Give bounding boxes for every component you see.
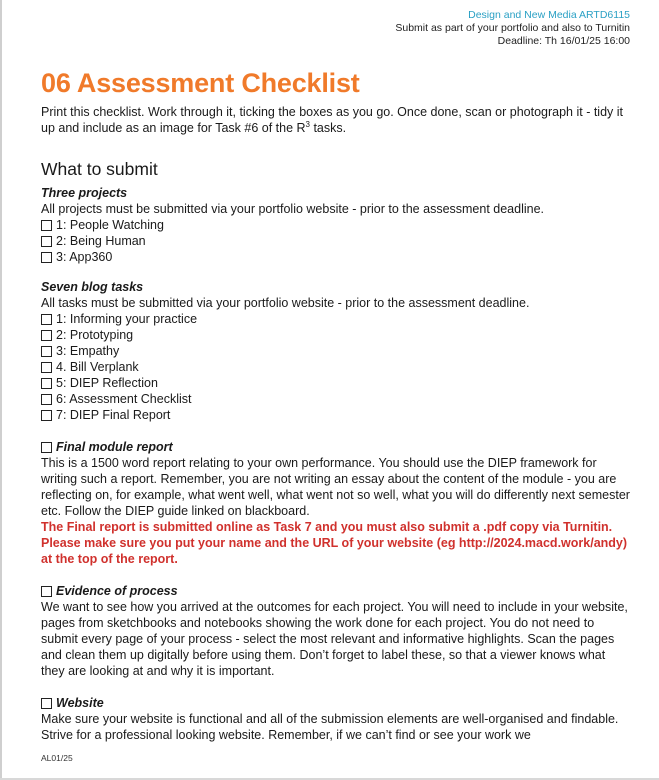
checklist-item[interactable]	[41, 249, 631, 265]
intro-suffix: tasks.	[309, 121, 347, 135]
checkbox[interactable]	[41, 236, 52, 247]
checklist-label: 1: People Watching	[56, 218, 164, 232]
checklist-label: 5: DIEP Reflection	[56, 376, 158, 390]
page-title: 06 Assessment Checklist	[41, 68, 360, 98]
document-body	[41, 66, 631, 743]
checklist-label: 2: Being Human	[56, 234, 146, 248]
checklist-item[interactable]	[41, 407, 631, 423]
intro-superscript: 3	[305, 119, 310, 129]
intro-paragraph	[41, 104, 631, 136]
checkbox[interactable]	[41, 314, 52, 325]
checkbox[interactable]	[41, 330, 52, 341]
final-report-title: Final module report	[56, 440, 173, 454]
submit-note: Submit as part of your portfolio and also to Turnitin	[395, 22, 630, 34]
checkbox[interactable]	[41, 378, 52, 389]
checklist-label: 7: DIEP Final Report	[56, 408, 171, 422]
checklist-item[interactable]	[41, 217, 631, 233]
final-report-heading[interactable]	[41, 439, 631, 455]
checklist-item[interactable]	[41, 391, 631, 407]
checklist-label: 6: Assessment Checklist	[56, 392, 192, 406]
checklist-item[interactable]	[41, 233, 631, 249]
projects-title: Three projects	[41, 186, 128, 200]
checklist-item[interactable]	[41, 311, 631, 327]
checklist-label: 2: Prototyping	[56, 328, 134, 342]
evidence-body: We want to see how you arrived at the outcomes for each project. You will need to include in your website, pages from sketchbooks and notebooks showing the work done for each project. You do not need to submit every page of your process - select the most relevant and informative highlights. Scan the pages and clean them up digitally before using them. Don’t forget to label these, so that a viewer knows what they are looking at and why it is important.	[41, 600, 628, 678]
checkbox[interactable]	[41, 362, 52, 373]
projects-checklist	[41, 217, 631, 265]
checklist-label: 1: Informing your practice	[56, 312, 198, 326]
evidence-title: Evidence of process	[56, 584, 178, 598]
website-body: Make sure your website is functional and all of the submission elements are well-organised and findable. Strive for a professional looking website. Remember, if we can’t find or see your work we	[41, 712, 619, 742]
website-heading[interactable]	[41, 695, 631, 711]
checkbox[interactable]	[41, 586, 52, 597]
checklist-label: 3: App360	[56, 250, 113, 264]
blog-tasks-checklist	[41, 311, 631, 423]
checkbox[interactable]	[41, 394, 52, 405]
checkbox[interactable]	[41, 220, 52, 231]
projects-description: All projects must be submitted via your portfolio website - prior to the assessment deadline.	[41, 202, 545, 216]
checkbox[interactable]	[41, 698, 52, 709]
checklist-item[interactable]	[41, 375, 631, 391]
course-code: Design and New Media ARTD6115	[468, 9, 630, 21]
footer-code: AL01/25	[41, 753, 73, 763]
final-report-body: This is a 1500 word report relating to your own performance. You should use the DIEP framework for writing such a report. Remember, you are not writing an essay about the content of the module - you are reflecting on, for example, what went well, what went not so well, what you will do differently next semester etc. Follow the DIEP guide linked on blackboard.	[41, 456, 630, 518]
checklist-item[interactable]	[41, 343, 631, 359]
deadline: Deadline: Th 16/01/25 16:00	[497, 35, 630, 47]
checkbox[interactable]	[41, 442, 52, 453]
what-to-submit-heading: What to submit	[41, 159, 158, 179]
document-header	[395, 9, 630, 48]
checkbox[interactable]	[41, 346, 52, 357]
evidence-heading[interactable]	[41, 583, 631, 599]
checkbox[interactable]	[41, 410, 52, 421]
checklist-item[interactable]	[41, 327, 631, 343]
page-left-border	[0, 0, 2, 780]
blog-tasks-title: Seven blog tasks	[41, 280, 144, 294]
final-report-warning: The Final report is submitted online as Task 7 and you must also submit a .pdf copy via Turnitin. Please make sure you put your name and the URL of your website (eg http://2024.macd.work/andy) at the top of the report.	[41, 520, 628, 566]
blog-tasks-description: All tasks must be submitted via your portfolio website - prior to the assessment deadline.	[41, 296, 530, 310]
checklist-label: 4. Bill Verplank	[56, 360, 139, 374]
website-title: Website	[56, 696, 104, 710]
checklist-item[interactable]	[41, 359, 631, 375]
intro-text: Print this checklist. Work through it, ticking the boxes as you go. Once done, scan or photograph it - tidy it up and include as an image for Task #6 of the R	[41, 105, 624, 135]
checklist-label: 3: Empathy	[56, 344, 120, 358]
checkbox[interactable]	[41, 252, 52, 263]
